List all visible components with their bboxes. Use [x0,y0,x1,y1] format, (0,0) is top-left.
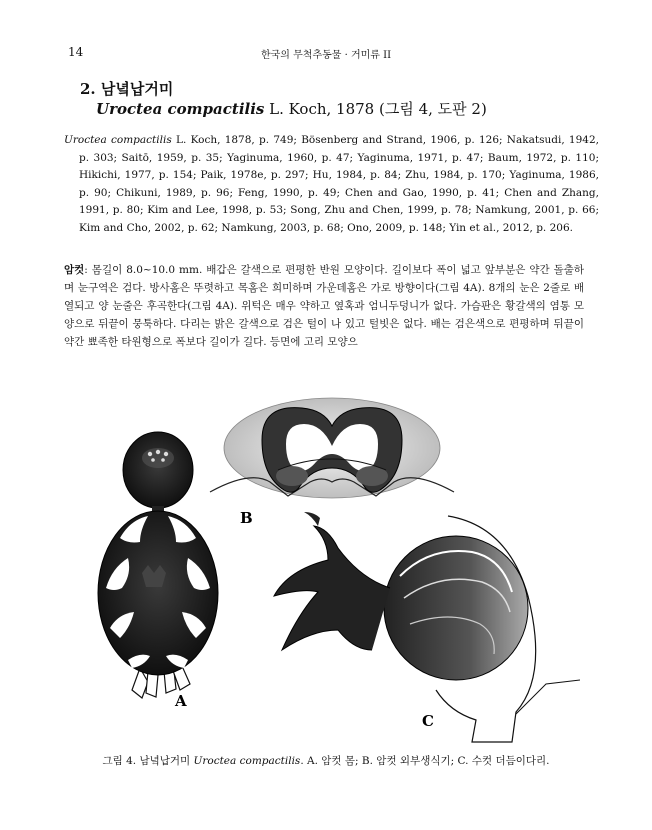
figure-b-female-epigyne [210,398,454,527]
figure-label-a: A [175,692,187,710]
figure-caption [0,753,652,768]
running-head: 한국의 무척추동물 · 거미류 II [260,50,392,61]
caption-suffix: . A. 암컷 몸; B. 암컷 외부생식기; C. 수컷 더듬이다리. [300,755,550,767]
species-name: Uroctea compactilis [96,100,265,118]
page-number: 14 [68,45,84,59]
description-label: 암컷 [64,264,85,276]
description-text: : 몸길이 8.0~10.0 mm. 배갑은 갈색으로 편평한 반원 모양이다. 길이보다 폭이 넓고 앞부분은 약간 돌출하며 눈구역은 검다. 방사홈은 뚜렷하고 목홈은 희미하며 가운데홈은 가로 방향이다(그림 4A). 8개의 눈은 2줄로 배열되고 양 눈줄은 후곡한다(그림 4A). 위턱은 매우 약하고 옆혹과 엄니두덩니가 없다. 가슴판은 황갈색의 염통 모양으로 뒤끝이 뭉툭하다. 다리는 밝은 갈색으로 검은 털이 나 있고 털빗은 없다. 배는 검은색으로 편평하며 뒤끝이 약간 뾰족한 타원형으로 폭보다 길이가 길다. 등면에 고리 모양으 [64,264,584,348]
references-text: L. Koch, 1878, p. 749; Bösenberg and Strand, 1906, p. 126; Nakatsudi, 1942, p. 303; Saitō, 1959, p. 35; Yaginuma, 1960, p. 47; Yaginuma, 1971, p. 47; Baum, 1972, p. 110; Hikichi, 1977, p. 154; Paik, 1978e, p. 297; Hu, 1984, p. 84; Zhu, 1984, p. 170; Yaginuma, 1986, p. 90; Chikuni, 1989, p. 96; Feng, 1990, p. 49; Chen and Gao, 1990, p. 41; Chen and Zhang, 1991, p. 80; Kim and Lee, 1998, p. 53; Song, Zhu and Chen, 1999, p. 78; Namkung, 2001, p. 66; Kim and Cho, 2002, p. 62; Namkung, 2003, p. 68; Ono, 2009, p. 148; Yin et al., 2012, p. 206. [79,134,599,234]
figure-a-female-body [98,432,218,710]
species-author: L. Koch, 1878 (그림 4, 도판 2) [264,100,487,118]
synonymy-references [64,132,599,238]
section-heading: 2. 남녘납거미 [80,80,174,98]
caption-prefix: 그림 4. 남녘납거미 [102,755,194,767]
figure-4-illustration [60,388,580,743]
species-heading [96,98,487,119]
figure-label-b: B [240,509,253,527]
female-description [64,261,584,351]
references-species: Uroctea compactilis [64,134,172,146]
figure-label-c: C [422,712,434,730]
figure-c-male-palp [274,512,580,742]
caption-species: Uroctea compactilis [193,755,301,767]
